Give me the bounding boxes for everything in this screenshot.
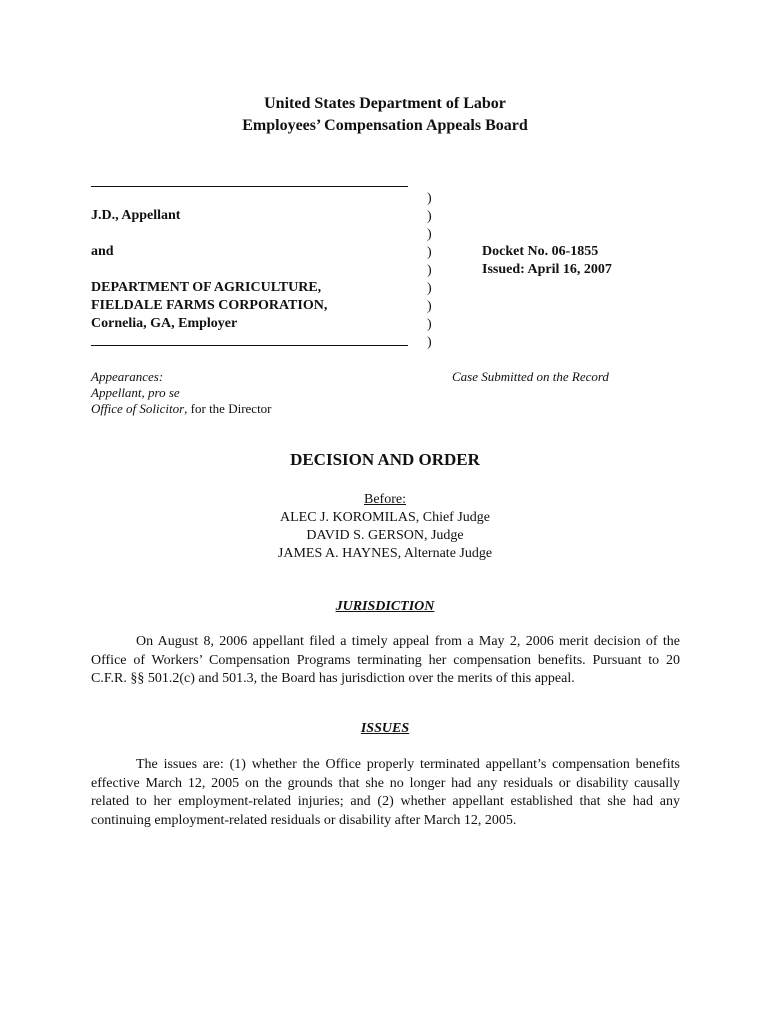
- paren: ): [427, 191, 432, 206]
- caption-bottom-rule: [91, 345, 408, 346]
- panel-judges: [0, 491, 770, 563]
- docket-number: Docket No. 06-1855: [482, 244, 599, 259]
- solicitor-role: , for the Director: [184, 401, 272, 416]
- paren: ): [427, 227, 432, 242]
- judge-1: ALEC J. KOROMILAS, Chief Judge: [280, 510, 490, 525]
- appearances: [91, 369, 272, 417]
- solicitor-office: Office of Solicitor: [91, 401, 185, 416]
- jurisdiction-heading: JURISDICTION: [335, 599, 435, 614]
- issues-heading: ISSUES: [360, 721, 410, 736]
- agency-title: United States Department of Labor: [264, 95, 506, 112]
- employer-line-2: FIELDALE FARMS CORPORATION,: [91, 298, 328, 313]
- decision-title: DECISION AND ORDER: [290, 450, 480, 469]
- employer-line-3: Cornelia, GA, Employer: [91, 316, 238, 331]
- employer-line-1: DEPARTMENT OF AGRICULTURE,: [91, 280, 322, 295]
- paren: ): [427, 263, 432, 278]
- appellant-appearance: Appellant, pro se: [91, 385, 180, 400]
- solicitor-appearance: [91, 401, 272, 417]
- judge-3: JAMES A. HAYNES, Alternate Judge: [277, 546, 493, 561]
- appearances-label: Appearances:: [91, 369, 164, 384]
- paren: ): [427, 335, 432, 350]
- caption-parentheses: [427, 190, 432, 352]
- paren: ): [427, 299, 432, 314]
- paren: ): [427, 317, 432, 332]
- board-title: Employees’ Compensation Appeals Board: [242, 117, 528, 134]
- paren: ): [427, 209, 432, 224]
- appellant-name: J.D., Appellant: [91, 208, 181, 223]
- paren: ): [427, 281, 432, 296]
- issues-paragraph: The issues are: (1) whether the Office properly terminated appellant’s compensation benefits effective March 12, 2005 on the grounds that she no longer had any residuals or disability causally related to her employment-related injuries; and (2) whether appellant established that she had any continuing employment-related residuals or disability after March 12, 2005.: [91, 757, 680, 828]
- before-label: Before:: [364, 492, 406, 507]
- case-submitted-note: Case Submitted on the Record: [452, 369, 609, 384]
- docket-info: [482, 243, 612, 279]
- caption-top-rule: [91, 186, 408, 187]
- judge-2: DAVID S. GERSON, Judge: [306, 528, 464, 543]
- caption-and: and: [91, 244, 114, 259]
- issued-date: Issued: April 16, 2007: [482, 262, 612, 277]
- paren: ): [427, 245, 432, 260]
- jurisdiction-paragraph: On August 8, 2006 appellant filed a timely appeal from a May 2, 2006 merit decision of the Office of Workers’ Compensation Programs terminating her compensation benefits. Pursuant to 20 C.F.R. §§ 501.2(c) and 501.3, the Board has jurisdiction over the merits of this appeal.: [91, 634, 680, 686]
